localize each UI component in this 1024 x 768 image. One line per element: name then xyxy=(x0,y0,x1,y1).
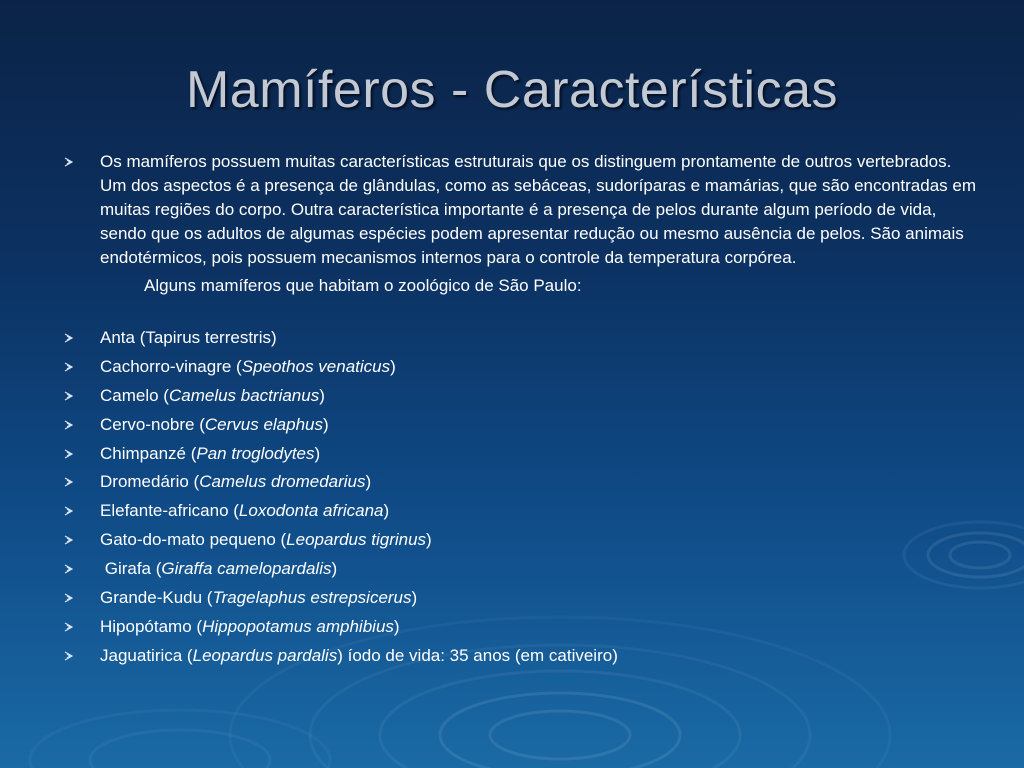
animal-common-name: Cervo-nobre ( xyxy=(100,414,205,434)
animal-name-suffix: ) xyxy=(383,501,390,521)
animal-name-suffix: ) íodo de vida: 35 anos (em cativeiro) xyxy=(337,645,618,665)
chevron-right-icon xyxy=(62,470,76,494)
animal-common-name: Chimpanzé ( xyxy=(100,443,197,463)
animal-scientific-name: Leopardus pardalis xyxy=(192,645,338,665)
animal-scientific-name: Pan troglodytes xyxy=(196,443,315,463)
slide-body xyxy=(62,150,982,673)
animal-list-item xyxy=(62,586,982,610)
animal-common-name: Cachorro-vinagre ( xyxy=(100,356,242,376)
chevron-right-icon xyxy=(62,413,76,437)
chevron-right-icon xyxy=(62,499,76,523)
spacer xyxy=(62,298,982,326)
animal-name-suffix: ) xyxy=(393,616,400,636)
animal-common-name: Hipopótamo ( xyxy=(100,616,203,636)
animal-common-name: Dromedário ( xyxy=(100,472,200,492)
animal-scientific-name: Cervus elaphus xyxy=(204,414,323,434)
animal-scientific-name: Giraffa camelopardalis xyxy=(161,559,332,579)
chevron-right-icon xyxy=(62,384,76,408)
animal-list xyxy=(62,326,982,668)
animal-list-item xyxy=(62,442,982,466)
chevron-right-icon xyxy=(62,528,76,552)
animal-common-name: Girafa ( xyxy=(100,559,162,579)
animal-name-suffix: ) xyxy=(323,414,329,434)
animal-name-suffix: ) xyxy=(365,472,372,492)
chevron-right-icon xyxy=(62,557,76,581)
chevron-right-icon xyxy=(62,355,76,379)
chevron-right-icon xyxy=(62,586,76,610)
animal-common-name: Gato-do-mato pequeno ( xyxy=(100,530,287,550)
animal-list-item xyxy=(62,326,982,350)
chevron-right-icon xyxy=(62,326,76,350)
animal-common-name: Camelo ( xyxy=(100,385,169,405)
intro-paragraph: Os mamíferos possuem muitas características estruturais que os distinguem prontamente de outros vertebrados. Um dos aspectos é a presença de glândulas, como as sebáceas, sudoríparas e mamárias, que são encontradas em muitas regiões do corpo. Outra característica importante é a presença de pelos durante algum período de vida, sendo que os adultos de algumas espécies podem apresentar redução ou mesmo ausência de pelos. São animais endotérmicos, pois possuem mecanismos internos para o controle da temperatura corpórea. xyxy=(100,152,976,267)
animal-scientific-name: Camelus dromedarius xyxy=(199,472,366,492)
animal-name-suffix: ) xyxy=(390,356,396,376)
animal-list-item xyxy=(62,528,982,552)
zoo-subheading: Alguns mamíferos que habitam o zoológico de São Paulo: xyxy=(144,276,582,295)
slide-title: Mamíferos - Características xyxy=(185,61,839,119)
animal-scientific-name: Leopardus tigrinus xyxy=(286,530,427,550)
animal-scientific-name: Tragelaphus estrepsicerus xyxy=(212,588,412,608)
animal-scientific-name: Speothos venaticus xyxy=(241,356,391,376)
animal-list-item xyxy=(62,355,982,379)
animal-list-item xyxy=(62,644,982,668)
animal-name-suffix: ) xyxy=(319,385,325,405)
chevron-right-icon xyxy=(62,442,76,466)
animal-list-item xyxy=(62,413,982,437)
chevron-right-icon xyxy=(62,150,76,174)
animal-scientific-name: Camelus bactrianus xyxy=(168,385,320,405)
animal-common-name: Grande-Kudu ( xyxy=(100,588,213,608)
animal-list-item xyxy=(62,384,982,408)
animal-name-suffix: ) xyxy=(426,530,432,550)
animal-name-suffix: ) xyxy=(411,588,418,608)
chevron-right-icon xyxy=(62,615,76,639)
intro-bullet xyxy=(62,150,982,298)
animal-common-name: Anta (Tapirus terrestris) xyxy=(100,328,277,347)
animal-name-suffix: ) xyxy=(331,559,338,579)
animal-scientific-name: Loxodonta africana xyxy=(238,501,384,521)
animal-list-item xyxy=(62,557,982,581)
animal-common-name: Elefante-africano ( xyxy=(100,501,239,521)
animal-common-name: Jaguatirica ( xyxy=(100,645,193,665)
chevron-right-icon xyxy=(62,644,76,668)
animal-list-item xyxy=(62,615,982,639)
animal-list-item xyxy=(62,470,982,494)
animal-list-item xyxy=(62,499,982,523)
animal-name-suffix: ) xyxy=(314,443,321,463)
animal-scientific-name: Hippopotamus amphibius xyxy=(202,616,394,636)
